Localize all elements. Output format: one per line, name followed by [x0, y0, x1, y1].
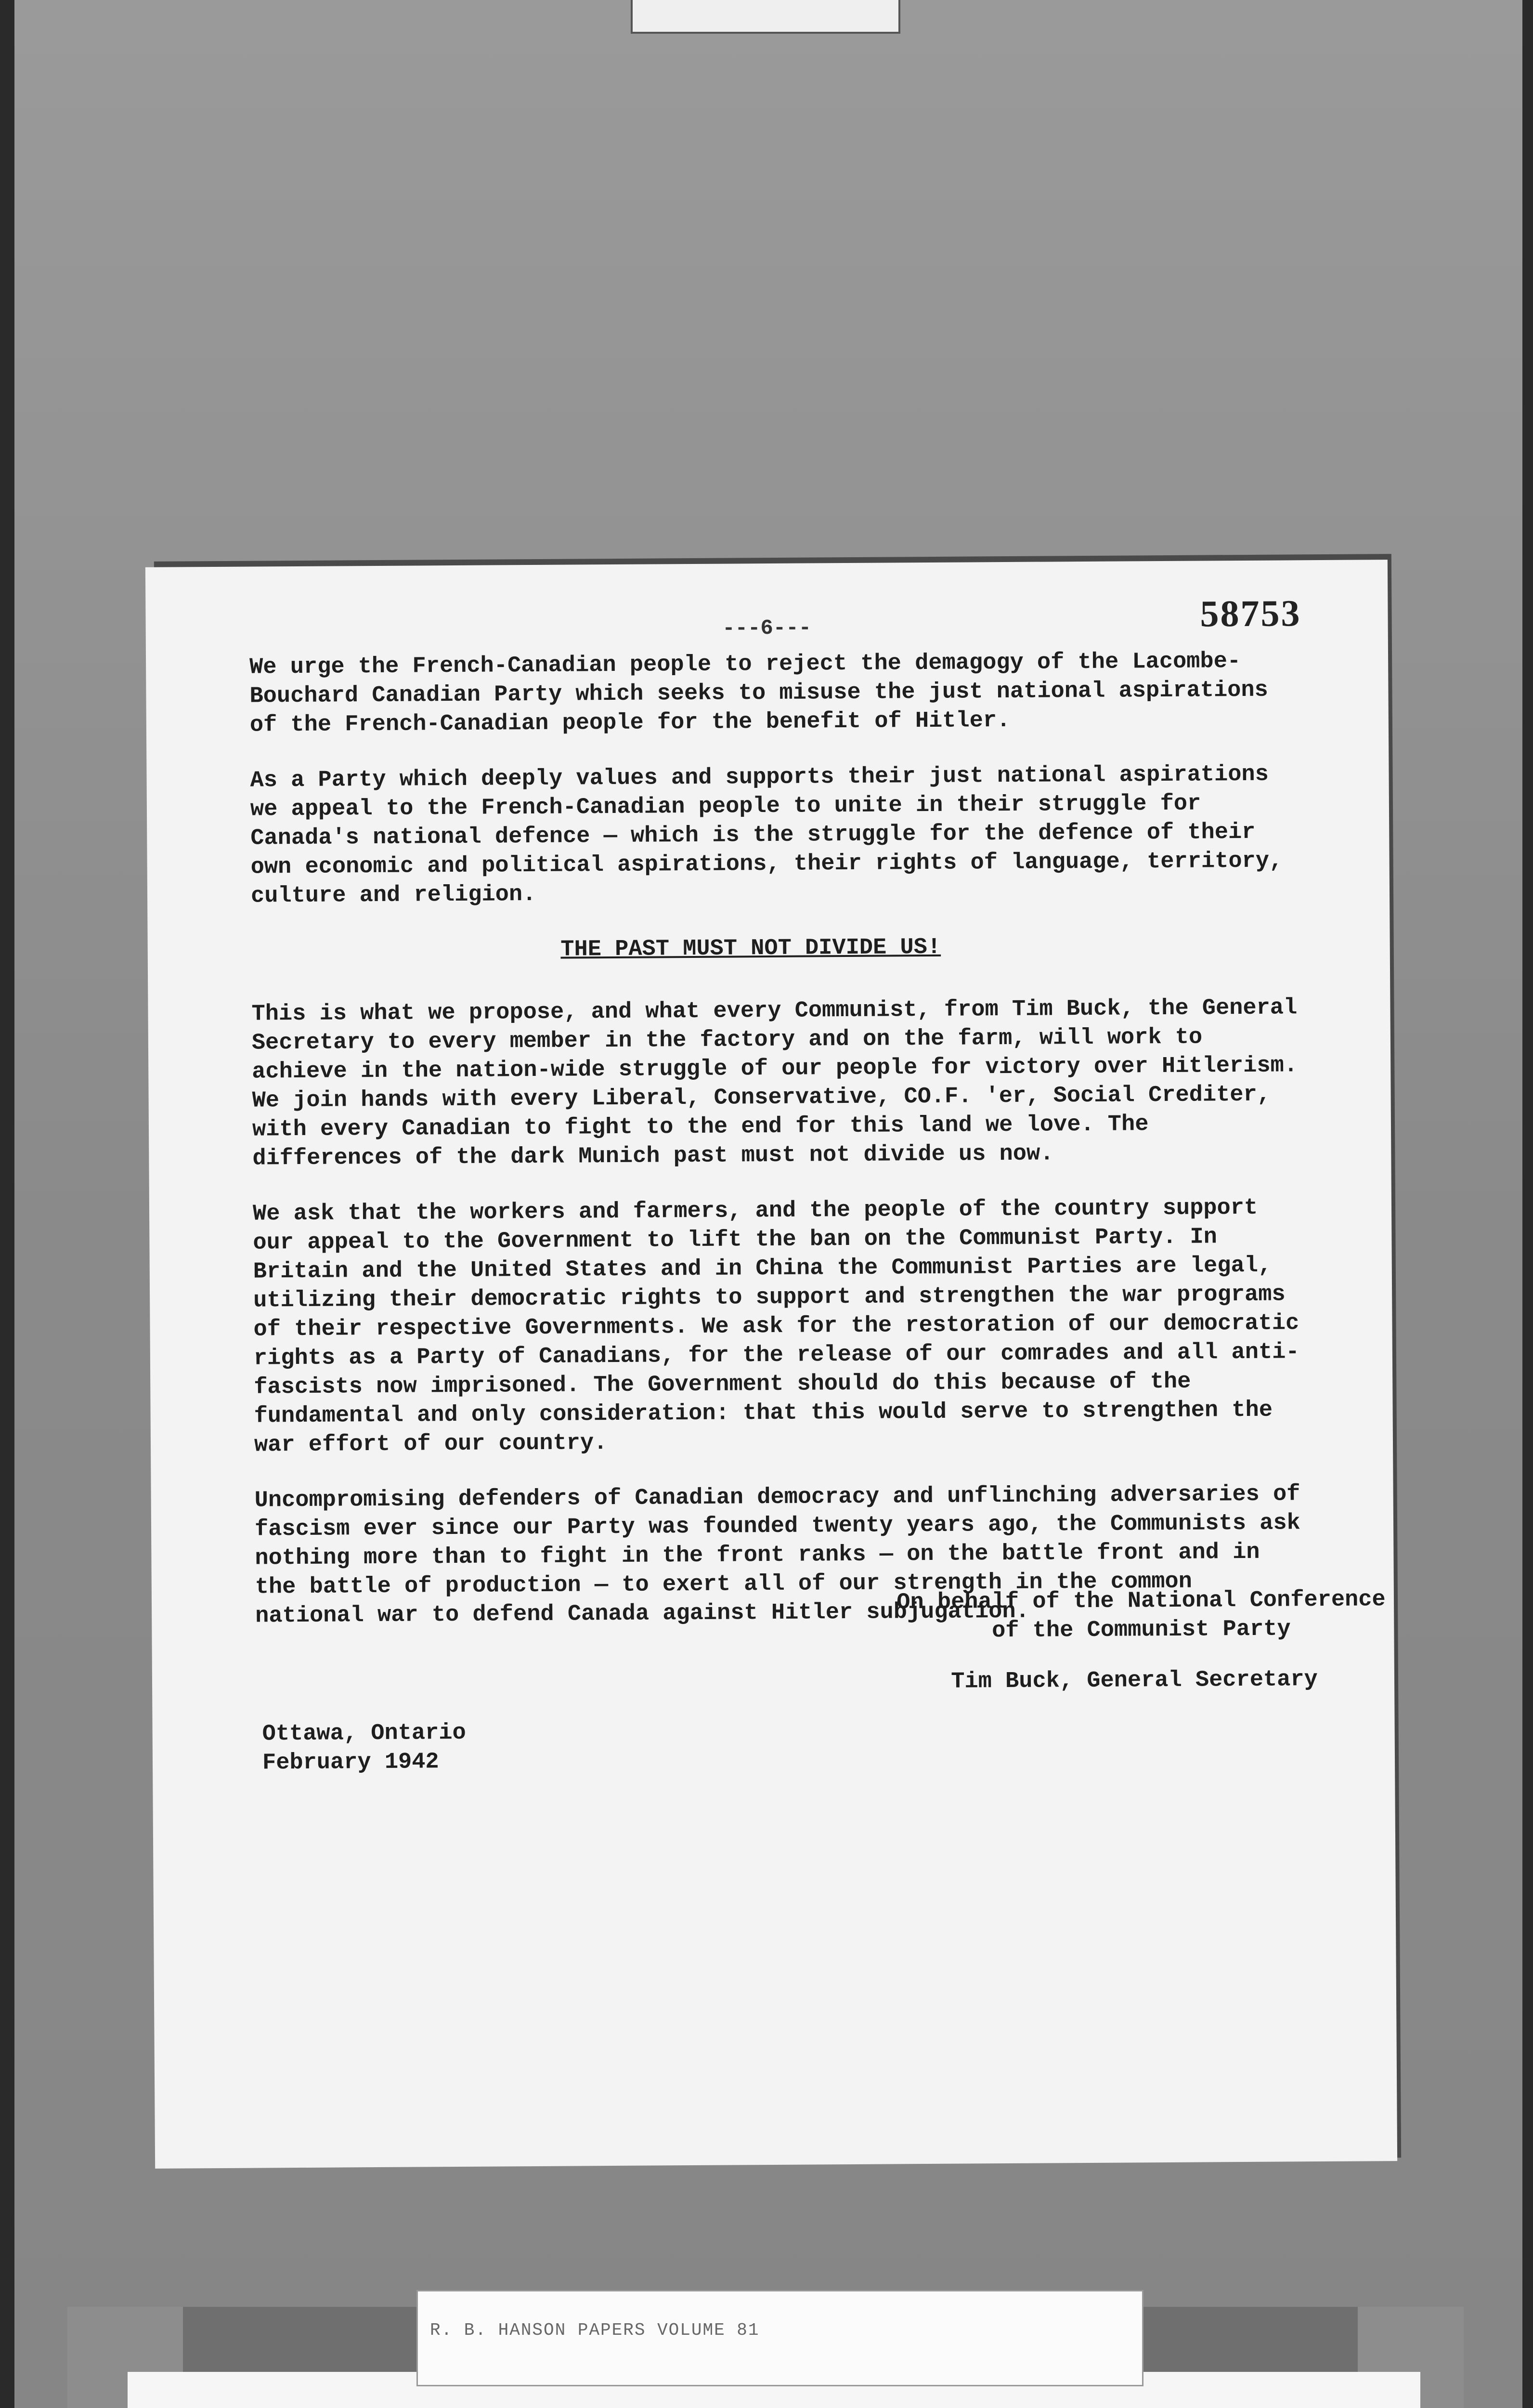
volume-label: R. B. HANSON PAPERS VOLUME 81: [416, 2290, 1143, 2386]
paragraph-defenders: Uncompromising defenders of Canadian democracy and unflinching adversaries of fascism ever since our Party was founded twenty years ago, the Communists ask nothing more than to fight in the front ranks — on the battle front and in the battle of production — to exert all of our strength in the common national war to defend Canada against Hitler subjugation.: [254, 1481, 1300, 1629]
page-number-marker: ---6---: [722, 616, 812, 641]
signatory-name: Tim Buck, General Secretary: [951, 1667, 1318, 1695]
place: Ottawa, Ontario: [262, 1720, 466, 1747]
film-edge-right: [1522, 0, 1533, 2408]
paragraph-proposal: This is what we propose, and what every Communist, from Tim Buck, the General Secretary to every member in the factory and on the farm, will work to achieve in the nation-wide struggle of our people for victory over Hitlerism. We join hands with every Liberal, Conservative, CO.F. 'er, Social Crediter, with every Canadian to fight to the end for this land we love. The differences of the dark Munich past must not divide us now.: [251, 995, 1298, 1172]
signature-block: [864, 1585, 1418, 1697]
section-heading: THE PAST MUST NOT DIVIDE US!: [560, 934, 941, 963]
typed-letter-page: [145, 560, 1397, 2169]
paragraph-lift-ban: We ask that the workers and farmers, and the people of the country support our appeal to the Government to lift the ban on the Communist Party. In Britain and the United States and in China the Communist Parties are legal, utilizing their democratic rights to support and strengthen the war programs of their respective Governments. We ask for the restoration of our democratic rights as a Party of Canadians, for the release of our comrades and all anti-fascists now imprisoned. The Government should do this because of the fundamental and only consideration: that this would serve to strengthen the war effort of our country.: [252, 1195, 1299, 1458]
folio-stamp-number: 58753: [1200, 592, 1301, 635]
paragraph-national-aspirations: As a Party which deeply values and supports their just national aspirations we appeal to the French-Canadian people to unite in their struggle for Canada's national defence — which is the struggle for the defence of their own economic and political aspirations, their rights of language, territory, culture and religion.: [250, 761, 1283, 909]
film-edge-left: [0, 0, 14, 2408]
top-label-tab: [631, 0, 900, 34]
place-and-date: [262, 1719, 466, 1778]
signature-line-1: On behalf of the National Conference: [896, 1587, 1386, 1616]
signature-line-2: of the Communist Party: [991, 1616, 1291, 1644]
date: February 1942: [262, 1749, 439, 1776]
paragraph-french-canadian-appeal: We urge the French-Canadian people to reject the demagogy of the Lacombe-Bouchard Canadian Party which seeks to misuse the just national aspirations of the French-Canadian people for the benefit of Hitler.: [249, 649, 1268, 738]
